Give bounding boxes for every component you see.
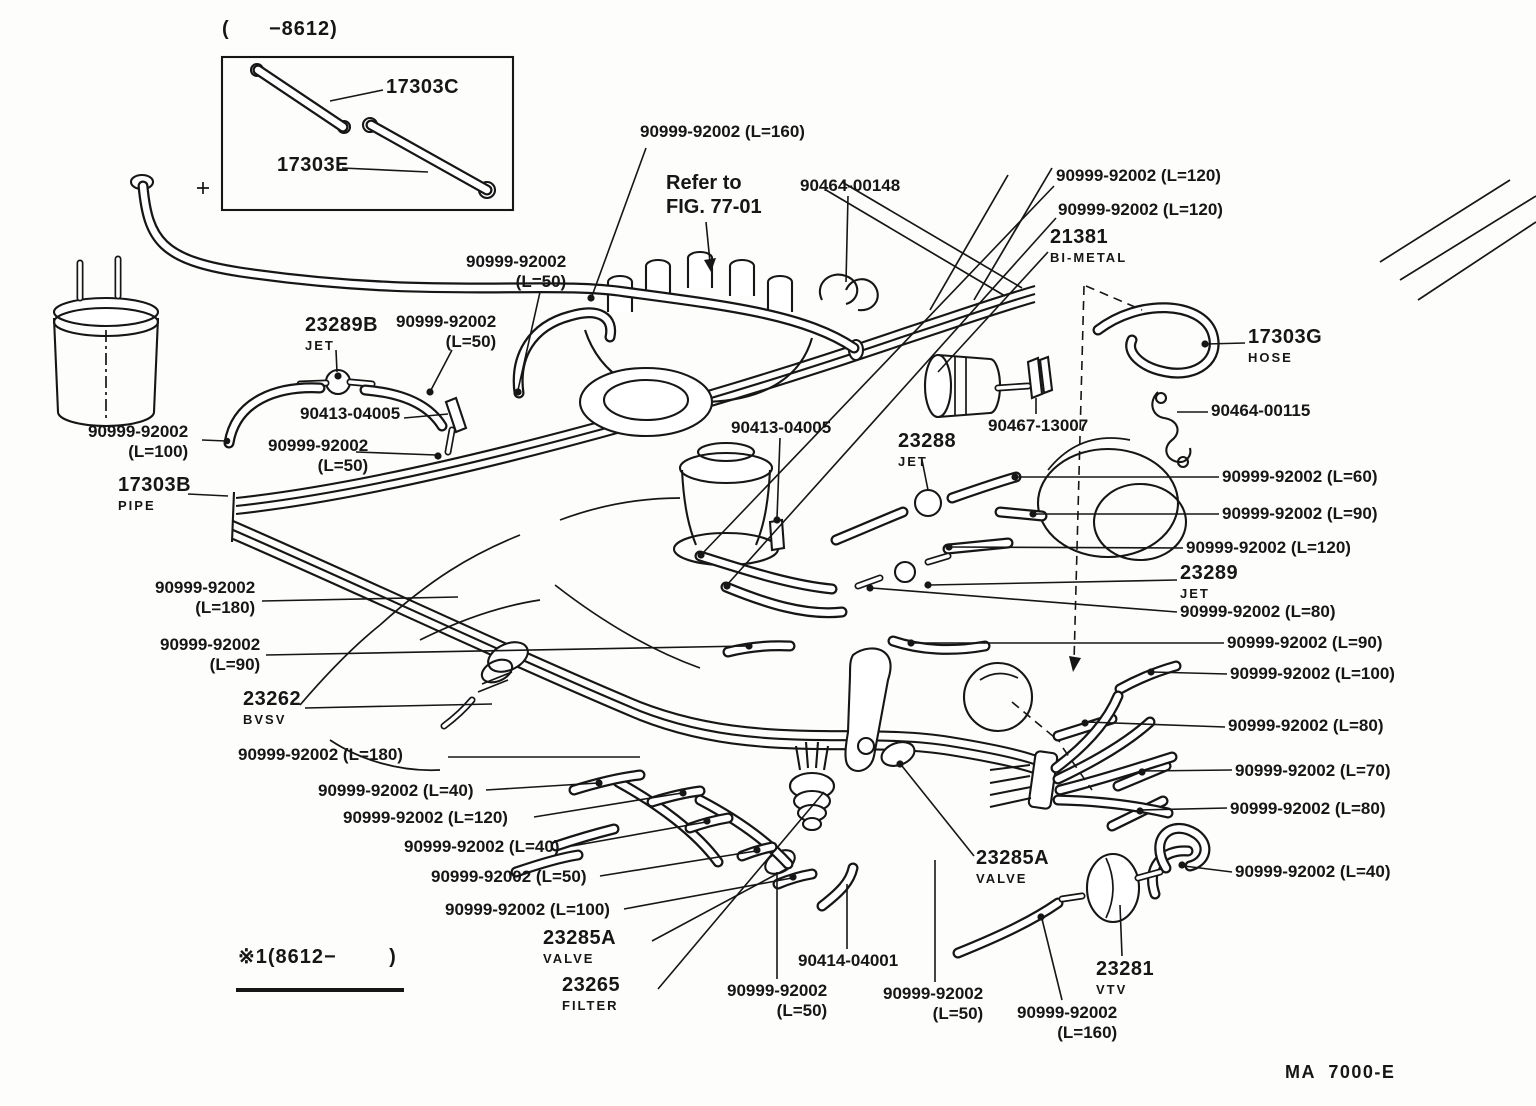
- label-part-17303C: [386, 76, 459, 100]
- label-refer-note: [666, 172, 762, 219]
- label-text: 23281: [1096, 958, 1155, 980]
- label-subtext: (L=160): [1057, 1023, 1118, 1043]
- label-text: 90999-92002 (L=70): [1235, 761, 1391, 780]
- label-hose-l50-f: [883, 984, 983, 1024]
- label-part-90414-04001: [798, 951, 898, 971]
- label-part-23262: [243, 688, 301, 727]
- label-hose-l80-b: [1228, 716, 1383, 736]
- label-footnote: [238, 946, 397, 970]
- label-text: 23288: [898, 430, 957, 452]
- label-part-23281: [1096, 958, 1154, 997]
- label-text: 23289B: [305, 314, 379, 336]
- label-text: 90999-92002 (L=40): [318, 781, 474, 800]
- label-part-90464-00115: [1211, 401, 1310, 421]
- label-hose-l120-b: [1058, 200, 1223, 220]
- label-hose-l100-b: [1230, 664, 1395, 684]
- label-part-23265: [562, 974, 620, 1013]
- label-text: 90999-92002 (L=100): [1230, 664, 1395, 683]
- label-hose-l80-c: [1230, 799, 1385, 819]
- label-hose-l100-c: [445, 900, 610, 920]
- label-subtext: JET: [305, 337, 335, 353]
- label-text: 90999-92002: [1017, 1003, 1118, 1022]
- label-part-23288: [898, 430, 956, 469]
- label-hose-l100-a: [88, 422, 188, 462]
- label-text: 17303C: [386, 76, 460, 98]
- label-subtext: JET: [1180, 585, 1210, 601]
- label-subtext: (L=50): [515, 272, 567, 292]
- label-subtext: (L=50): [445, 332, 497, 352]
- label-subtext: HOSE: [1248, 349, 1293, 365]
- label-text: 23262: [243, 688, 302, 710]
- label-text: 23285A: [543, 927, 617, 949]
- label-subtext: PIPE: [118, 497, 156, 513]
- label-hose-l120-d: [343, 808, 508, 828]
- label-hose-l180-b: [238, 745, 403, 765]
- label-page-code: [1285, 1062, 1395, 1083]
- label-text: 90999-92002 (L=120): [1058, 200, 1223, 219]
- label-text: 90413-04005: [731, 418, 832, 437]
- label-text: 90999-92002: [727, 981, 828, 1000]
- label-text: 23265: [562, 974, 621, 996]
- label-hose-l90-c: [160, 635, 260, 675]
- label-text: 90999-92002 (L=90): [1227, 633, 1383, 652]
- label-hose-l70: [1235, 761, 1390, 781]
- label-text: 90999-92002 (L=80): [1228, 716, 1384, 735]
- label-hose-l120-a: [1056, 166, 1221, 186]
- label-subtext: VALVE: [543, 950, 595, 966]
- label-subtext: (L=90): [209, 655, 261, 675]
- label-text: 90999-92002 (L=90): [1222, 504, 1378, 523]
- label-text: 90414-04001: [798, 951, 899, 970]
- label-subtext: (L=50): [932, 1004, 984, 1024]
- label-text: 90999-92002: [466, 252, 567, 271]
- label-inset-range: [222, 18, 338, 42]
- label-part-90413-04005-m: [731, 418, 831, 438]
- label-text: 90999-92002: [88, 422, 189, 441]
- label-text: 90999-92002 (L=120): [1056, 166, 1221, 185]
- label-hose-l160-b: [1017, 1003, 1117, 1043]
- label-text: Refer to: [666, 172, 742, 194]
- label-text: 90999-92002 (L=40): [404, 837, 560, 856]
- label-subtext: BI-METAL: [1050, 249, 1128, 265]
- label-part-23289B: [305, 314, 378, 353]
- pipe-bundles: [232, 286, 1046, 778]
- label-text: 90999-92002 (L=180): [238, 745, 403, 764]
- label-hose-l60: [1222, 467, 1377, 487]
- label-text: ( −8612): [222, 18, 338, 40]
- label-hose-l160-top: [640, 122, 805, 142]
- label-part-21381: [1050, 226, 1127, 265]
- label-subtext: VTV: [1096, 981, 1128, 997]
- label-text: 90464-00148: [800, 176, 901, 195]
- label-text: 90464-00115: [1211, 401, 1311, 420]
- label-subtext: (L=50): [776, 1001, 828, 1021]
- label-text: 21381: [1050, 226, 1109, 248]
- label-subtext: (L=50): [317, 456, 369, 476]
- label-text: 90467-13007: [988, 416, 1089, 435]
- label-subtext: FIG. 77-01: [666, 195, 762, 218]
- label-hose-l40-d: [1235, 862, 1390, 882]
- label-text: 23285A: [976, 847, 1050, 869]
- label-part-90467-13007: [988, 416, 1088, 436]
- label-hose-l90-a: [1222, 504, 1377, 524]
- label-text: 90999-92002 (L=40): [1235, 862, 1391, 881]
- label-text: 90999-92002: [396, 312, 497, 331]
- label-part-17303B: [118, 474, 191, 513]
- label-part-23285A-left: [543, 927, 616, 966]
- label-hose-l80-a: [1180, 602, 1335, 622]
- label-hose-l180-a: [155, 578, 255, 618]
- label-subtext: VALVE: [976, 870, 1028, 886]
- label-text: 90999-92002 (L=100): [445, 900, 610, 919]
- label-text: 90413-04005: [300, 404, 401, 423]
- label-text: 90999-92002 (L=50): [431, 867, 587, 886]
- label-text: 17303G: [1248, 326, 1323, 348]
- label-part-17303G: [1248, 326, 1322, 365]
- label-text: 90999-92002: [883, 984, 984, 1003]
- label-text: 90999-92002 (L=160): [640, 122, 805, 141]
- label-text: 23289: [1180, 562, 1239, 584]
- label-hose-l50-c: [268, 436, 368, 476]
- label-part-23285A-right: [976, 847, 1049, 886]
- label-text: 90999-92002: [155, 578, 256, 597]
- label-part-17303E: [277, 154, 349, 178]
- label-subtext: (L=180): [195, 598, 256, 618]
- label-subtext: FILTER: [562, 997, 619, 1013]
- label-subtext: JET: [898, 453, 928, 469]
- label-text: 90999-92002 (L=120): [343, 808, 508, 827]
- label-hose-l50-b: [396, 312, 496, 352]
- label-text: 90999-92002 (L=60): [1222, 467, 1378, 486]
- label-text: 17303E: [277, 154, 349, 176]
- label-hose-l50-e: [727, 981, 827, 1021]
- label-text: MA 7000-E: [1285, 1062, 1396, 1082]
- label-subtext: (L=100): [128, 442, 189, 462]
- label-text: 90999-92002: [268, 436, 369, 455]
- label-part-90464-00148: [800, 176, 900, 196]
- label-part-23289: [1180, 562, 1238, 601]
- label-hose-l40-a: [318, 781, 473, 801]
- label-subtext: BVSV: [243, 711, 287, 727]
- label-part-90413-04005-l: [300, 404, 400, 424]
- label-hose-l50-d: [431, 867, 586, 887]
- label-text: 17303B: [118, 474, 192, 496]
- label-hose-l50-a: [466, 252, 566, 292]
- label-text: 90999-92002 (L=80): [1180, 602, 1336, 621]
- label-text: 90999-92002: [160, 635, 261, 654]
- label-hose-l90-b: [1227, 633, 1382, 653]
- label-hose-l120-c: [1186, 538, 1351, 558]
- label-hose-l40-b: [404, 837, 559, 857]
- label-text: 90999-92002 (L=120): [1186, 538, 1351, 557]
- label-text: ※1(8612− ): [238, 946, 397, 968]
- label-text: 90999-92002 (L=80): [1230, 799, 1386, 818]
